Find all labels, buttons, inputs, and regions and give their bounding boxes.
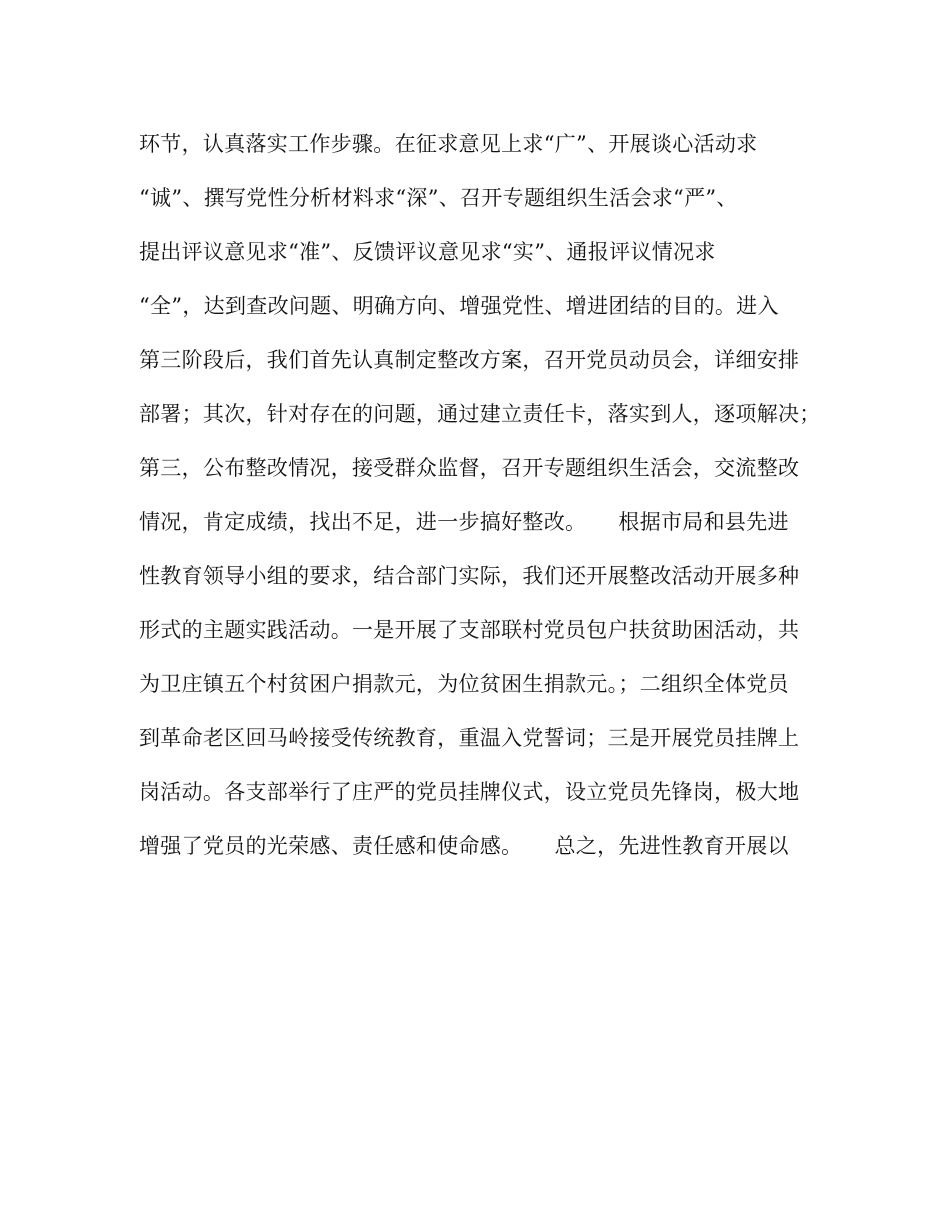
text-line-10: 形式的主题实践活动。一是开展了支部联村党员包户扶贫助困活动，共 [139,618,800,642]
text-line-6: 部署；其次，针对存在的问题，通过建立责任卡，落实到人，逐项解决； [139,402,821,426]
text-line-12: 到革命老区回马岭接受传统教育，重温入党誓词；三是开展党员挂牌上 [139,726,800,750]
text-line-9: 性教育领导小组的要求，结合部门实际，我们还开展整改活动开展多种 [139,564,800,588]
text-line-14: 增强了党员的光荣感、责任感和使命感。 总之，先进性教育开展以 [139,834,789,858]
text-line-2: “诚”、撰写党性分析材料求“深”、召开专题组织生活会求“严”、 [139,186,738,210]
text-line-1: 环节，认真落实工作步骤。在征求意见上求“广”、开展谈心活动求 [139,132,758,156]
text-line-7: 第三，公布整改情况，接受群众监督，召开专题组织生活会，交流整改 [139,456,800,480]
text-line-13: 岗活动。各支部举行了庄严的党员挂牌仪式，设立党员先锋岗，极大地 [139,780,800,804]
body-text [139,122,839,878]
text-line-4: “全”，达到查改问题、明确方向、增强党性、增进团结的目的。进入 [139,294,779,318]
text-line-8: 情况，肯定成绩，找出不足，进一步搞好整改。 根据市局和县先进 [139,510,789,534]
text-line-11: 为卫庄镇五个村贫困户捐款元，为位贫困生捐款元。；二组织全体党员 [139,672,789,696]
text-line-5: 第三阶段后，我们首先认真制定整改方案，召开党员动员会，详细安排 [139,348,800,372]
text-line-3: 提出评议意见求“准”、反馈评议意见求“实”、通报评议情况求 [139,240,716,264]
